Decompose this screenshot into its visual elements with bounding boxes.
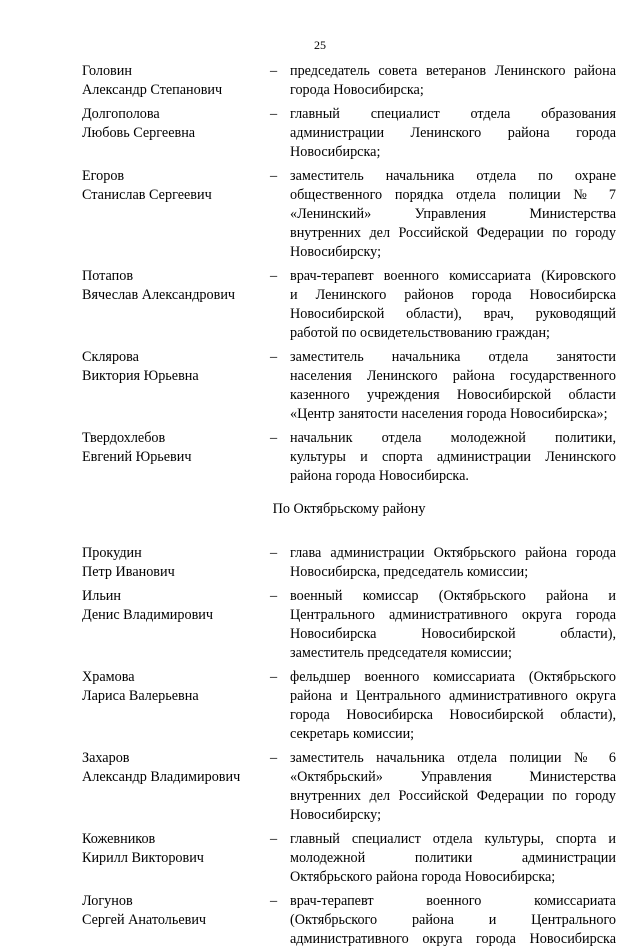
member-entry	[82, 749, 616, 825]
member-role	[290, 62, 616, 100]
member-dash: –	[270, 750, 278, 766]
member-dash: –	[270, 545, 278, 561]
member-dash: –	[270, 893, 278, 909]
member-role-line: «Центр занятости населения города Новосибирска»;	[290, 406, 608, 422]
member-role-line: молодежной политики администрации	[290, 850, 616, 866]
member-dash: –	[270, 268, 278, 284]
member-role-line: района города Новосибирска.	[290, 468, 469, 484]
member-given-names: Евгений Юрьевич	[82, 449, 192, 465]
member-role-line: внутренних дел Российской Федерации по городу	[290, 788, 616, 804]
member-surname: Твердохлебов	[82, 430, 166, 446]
member-role-line: заместитель начальника отдела полиции № 6	[290, 750, 616, 766]
member-role-line: военный комиссар (Октябрьского района и	[290, 588, 616, 604]
member-role-line: «Октябрьский» Управления Министерства	[290, 769, 616, 785]
member-role-line: врач-терапевт военного комиссариата (Кировского	[290, 268, 616, 284]
member-name	[82, 749, 270, 825]
member-name	[82, 429, 270, 486]
member-name	[82, 105, 270, 162]
member-given-names: Александр Степанович	[82, 82, 223, 98]
member-role-line: заместитель начальника отдела занятости	[290, 349, 616, 365]
member-role	[290, 587, 616, 663]
member-role	[290, 830, 616, 887]
member-dash: –	[270, 63, 278, 79]
member-name	[82, 348, 270, 424]
member-surname: Кожевников	[82, 831, 156, 847]
member-role-line: начальник отдела молодежной политики,	[290, 430, 616, 446]
member-role-line: главный специалист отдела образования	[290, 106, 616, 122]
member-role	[290, 348, 616, 424]
member-role-line: района и Центрального административного округа	[290, 688, 616, 704]
member-surname: Склярова	[82, 349, 139, 365]
member-role-line: населения Ленинского района государственного	[290, 368, 616, 384]
member-given-names: Станислав Сергеевич	[82, 187, 212, 203]
member-given-names: Сергей Анатольевич	[82, 912, 207, 928]
member-role-line: администрации Ленинского района города	[290, 125, 616, 141]
member-role-line: Новосибирска Новосибирской области),	[290, 626, 616, 642]
member-surname: Ильин	[82, 588, 121, 604]
member-role-line: административного округа города Новосибирска	[290, 931, 616, 947]
member-dash: –	[270, 168, 278, 184]
member-given-names: Денис Владимирович	[82, 607, 214, 623]
commission-members-leninsky	[82, 62, 616, 486]
member-name	[82, 62, 270, 100]
member-given-names: Любовь Сергеевна	[82, 125, 196, 141]
member-role	[290, 267, 616, 343]
member-role-line: города Новосибирска;	[290, 82, 424, 98]
member-dash: –	[270, 349, 278, 365]
member-entry	[82, 668, 616, 744]
member-dash: –	[270, 588, 278, 604]
member-surname: Потапов	[82, 268, 134, 284]
member-role	[290, 167, 616, 262]
member-role-line: (Октябрьского района и Центрального	[290, 912, 616, 928]
member-role-line: председатель совета ветеранов Ленинского района	[290, 63, 616, 79]
member-dash: –	[270, 669, 278, 685]
member-role-line: Новосибирску;	[290, 244, 382, 260]
member-role-line: Центрального административного округа города	[290, 607, 616, 623]
member-role-line: и Ленинского районов города Новосибирска	[290, 287, 616, 303]
member-name	[82, 830, 270, 887]
member-role-line: секретарь комиссии;	[290, 726, 415, 742]
member-entry	[82, 892, 616, 949]
member-given-names: Александр Владимирович	[82, 769, 241, 785]
member-dash: –	[270, 831, 278, 847]
member-role-line: Новосибирска;	[290, 144, 381, 160]
member-given-names: Виктория Юрьевна	[82, 368, 199, 384]
commission-members-oktyabrsky	[82, 544, 616, 949]
member-name	[82, 587, 270, 663]
member-entry	[82, 348, 616, 424]
member-name	[82, 668, 270, 744]
section-title: По Октябрьскому району	[272, 501, 426, 517]
member-entry	[82, 267, 616, 343]
member-role-line: общественного порядка отдела полиции № 7	[290, 187, 616, 203]
member-entry	[82, 544, 616, 582]
member-role	[290, 668, 616, 744]
member-given-names: Кирилл Викторович	[82, 850, 204, 866]
member-dash: –	[270, 106, 278, 122]
member-surname: Егоров	[82, 168, 125, 184]
member-role-line: врач-терапевт военного комиссариата	[290, 893, 616, 909]
member-surname: Долгополова	[82, 106, 160, 122]
member-role	[290, 105, 616, 162]
member-name	[82, 167, 270, 262]
member-role	[290, 892, 616, 949]
member-role	[290, 429, 616, 486]
member-entry	[82, 429, 616, 486]
member-name	[82, 267, 270, 343]
member-role-line: Новосибирской области), врач, руководящий	[290, 306, 616, 322]
member-role-line: внутренних дел Российской Федерации по городу	[290, 225, 616, 241]
member-role-line: фельдшер военного комиссариата (Октябрьского	[290, 669, 616, 685]
member-given-names: Петр Иванович	[82, 564, 175, 580]
member-role-line: главный специалист отдела культуры, спорта и	[290, 831, 616, 847]
member-entry	[82, 587, 616, 663]
member-role-line: казенного учреждения Новосибирской области	[290, 387, 616, 403]
member-name	[82, 892, 270, 949]
member-role-line: Новосибирску;	[290, 807, 382, 823]
member-role-line: работой по освидетельствованию граждан;	[290, 325, 550, 341]
member-role-line: культуры и спорта администрации Ленинского	[290, 449, 616, 465]
member-given-names: Вячеслав Александрович	[82, 287, 236, 303]
member-surname: Храмова	[82, 669, 135, 685]
member-given-names: Лариса Валерьевна	[82, 688, 199, 704]
member-dash: –	[270, 430, 278, 446]
member-role-line: глава администрации Октябрьского района города	[290, 545, 616, 561]
member-role-line: заместитель председателя комиссии;	[290, 645, 512, 661]
member-entry	[82, 167, 616, 262]
member-role	[290, 749, 616, 825]
member-surname: Логунов	[82, 893, 133, 909]
member-surname: Прокудин	[82, 545, 142, 561]
member-role-line: Октябрьского района города Новосибирска;	[290, 869, 556, 885]
member-surname: Захаров	[82, 750, 130, 766]
member-role-line: города Новосибирска Новосибирской области),	[290, 707, 616, 723]
member-surname: Головин	[82, 63, 132, 79]
member-role-line: Новосибирска, председатель комиссии;	[290, 564, 529, 580]
member-entry	[82, 62, 616, 100]
commission-list	[82, 62, 616, 949]
member-entry	[82, 830, 616, 887]
member-entry	[82, 105, 616, 162]
member-name	[82, 544, 270, 582]
member-role-line: заместитель начальника отдела по охране	[290, 168, 616, 184]
page-number: 25	[314, 38, 326, 52]
member-role-line: «Ленинский» Управления Министерства	[290, 206, 616, 222]
member-role	[290, 544, 616, 582]
